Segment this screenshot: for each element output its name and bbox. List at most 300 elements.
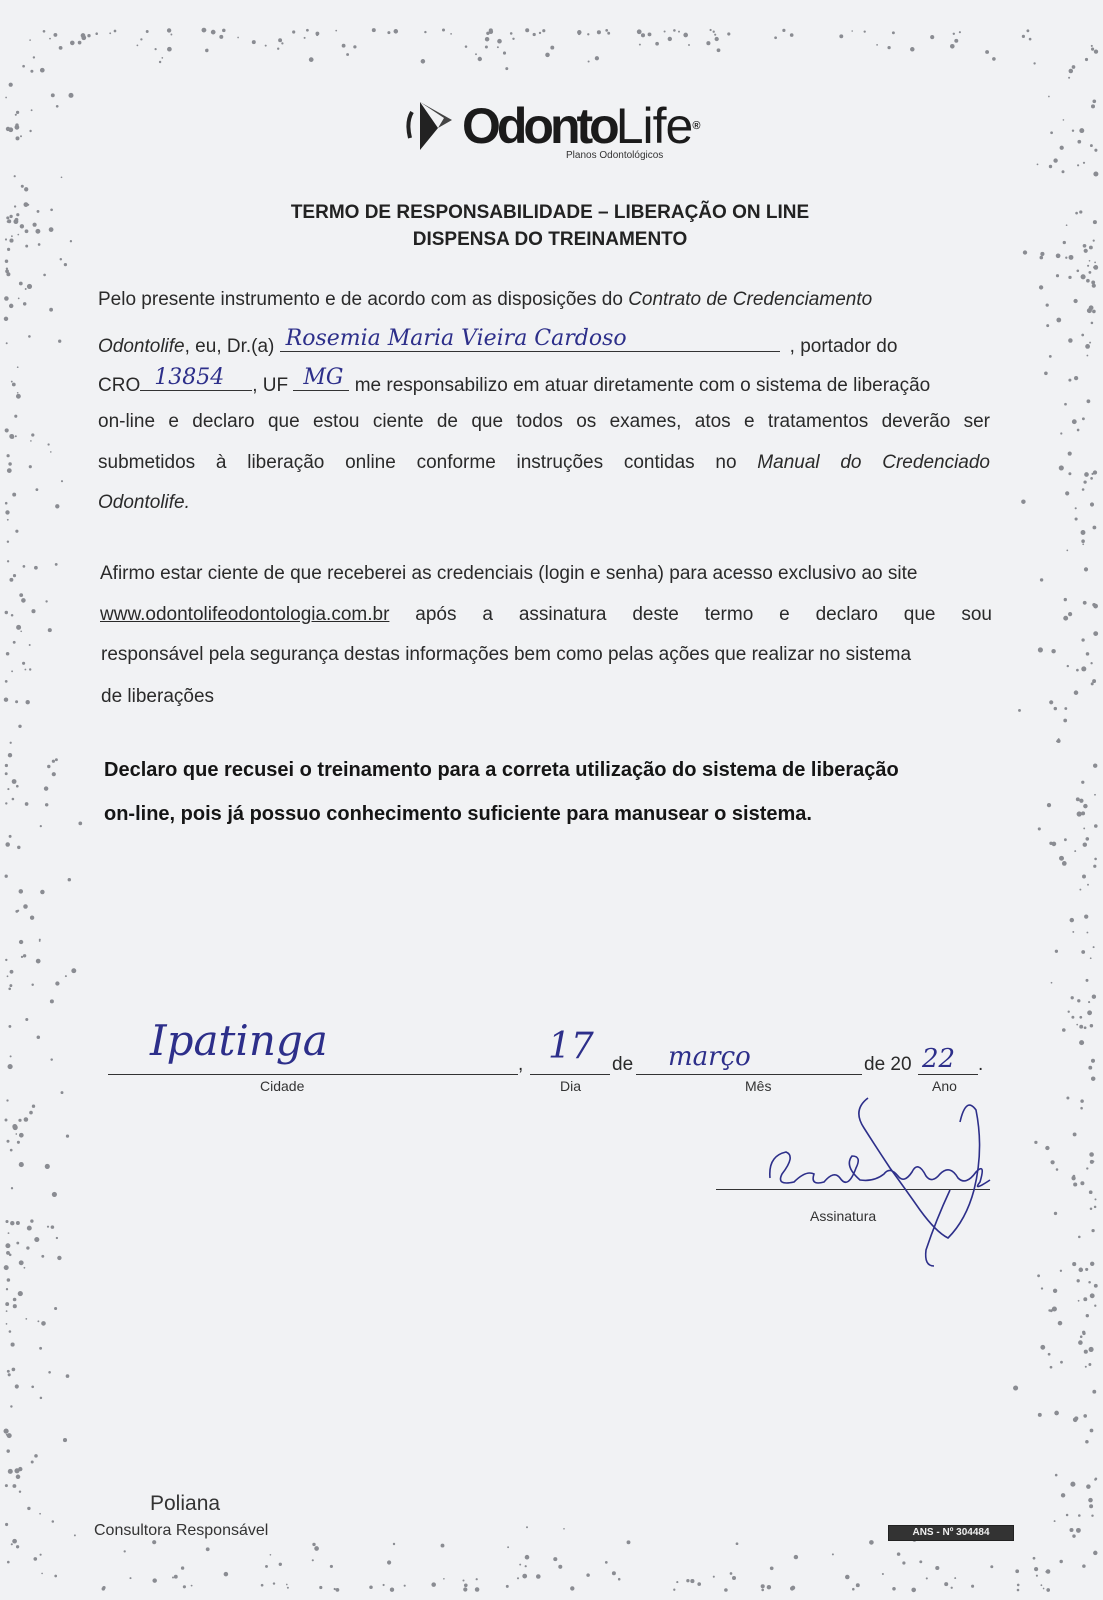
border-dot [1083,804,1087,808]
border-dot [1068,472,1071,475]
border-dot [1092,526,1096,530]
border-dot [20,224,24,228]
border-dot [1093,604,1098,609]
border-dot [32,223,36,227]
border-dot [951,1587,953,1589]
border-dot [1081,811,1085,815]
border-dot [40,1397,43,1400]
border-dot [497,39,502,44]
border-dot [23,302,26,305]
border-dot [1094,49,1098,53]
border-dot [265,1565,268,1568]
border-dot [1074,376,1078,380]
border-dot [506,1585,509,1588]
border-dot [839,34,843,38]
border-dot [1094,262,1096,264]
border-dot [790,33,794,37]
border-dot [315,32,319,36]
border-dot [1057,739,1061,743]
border-dot [24,1117,29,1122]
border-dot [475,1587,480,1592]
border-dot [1040,256,1044,260]
border-dot [167,47,172,52]
border-dot [25,1018,28,1021]
border-dot [5,611,8,614]
border-dot [13,1125,18,1130]
border-dot [29,465,32,468]
border-dot [5,680,8,683]
border-dot [1091,322,1094,325]
border-dot [6,1251,10,1255]
border-dot [1091,1229,1094,1232]
border-dot [4,296,9,301]
border-dot [31,983,33,985]
border-dot [715,37,719,41]
border-dot [1081,638,1084,641]
border-dot [6,342,8,344]
border-dot [954,1577,956,1579]
border-dot [1079,1268,1084,1273]
border-dot [1090,662,1092,664]
border-dot [1094,1478,1096,1480]
border-dot [1018,709,1021,712]
border-dot [170,34,172,36]
border-dot [47,1226,49,1228]
border-dot [992,57,996,61]
border-dot [9,578,13,582]
border-dot [1079,1025,1083,1029]
border-dot [68,878,71,881]
border-dot [618,1578,621,1581]
border-dot [37,1320,39,1322]
border-dot [11,670,13,672]
border-dot [31,1461,34,1464]
border-dot [24,202,29,207]
border-dot [6,1323,8,1325]
p2-line4: de liberações [101,686,215,707]
border-dot [1081,539,1085,543]
border-dot [1040,578,1043,581]
border-dot [443,1578,445,1580]
border-dot [1090,1293,1095,1298]
border-dot [8,1064,13,1069]
border-dot [16,785,19,788]
border-dot [485,37,490,42]
border-dot [627,1540,631,1544]
border-dot [124,1550,126,1552]
border-dot [1073,1175,1076,1178]
border-dot [7,1561,10,1564]
border-dot [78,41,82,45]
border-dot [394,29,399,34]
border-dot [713,1576,715,1578]
border-dot [15,123,18,126]
border-dot [1050,1366,1053,1369]
border-dot [277,48,279,50]
border-dot [19,593,23,597]
border-dot [1089,342,1091,344]
border-dot [29,1111,33,1115]
cro-field: 13854 [140,370,252,391]
border-dot [1033,1557,1036,1560]
border-dot [1062,170,1065,173]
border-dot [279,1563,282,1566]
border-dot [1043,1588,1045,1590]
border-dot [369,1585,373,1589]
border-dot [40,68,45,73]
border-dot [1084,249,1088,253]
border-dot [1048,96,1050,98]
border-dot [1071,1016,1074,1019]
border-dot [533,33,536,36]
border-dot [58,340,61,343]
border-dot [476,1578,478,1580]
border-dot [21,185,24,188]
border-dot [43,30,46,33]
border-dot [944,1582,948,1586]
border-dot [1093,265,1098,270]
border-dot [1083,162,1085,164]
border-dot [724,1588,728,1592]
border-dot [335,30,337,32]
border-dot [17,392,19,394]
border-dot [10,742,12,744]
border-dot [14,205,16,207]
border-dot [489,30,493,34]
border-dot [10,970,14,974]
border-dot [864,30,866,32]
border-dot [1056,1168,1059,1171]
border-dot [19,889,24,894]
border-dot [1072,931,1074,933]
border-dot [1089,1347,1094,1352]
border-dot [655,42,659,46]
border-dot [577,30,581,34]
border-dot [505,67,508,70]
border-dot [1078,1300,1080,1302]
border-dot [5,1220,8,1223]
border-dot [372,28,376,32]
border-dot [1090,477,1093,480]
border-dot [40,890,44,894]
border-dot [1088,1281,1091,1284]
border-dot [34,566,38,570]
border-dot [882,1573,884,1575]
border-dot [1078,1236,1081,1239]
border-dot [441,1544,445,1548]
border-dot [9,83,13,87]
name-field: Rosemia Maria Vieira Cardoso [280,331,780,352]
border-dot [30,1219,33,1222]
border-dot [761,1584,765,1588]
border-dot [1090,1207,1093,1210]
border-dot [1085,58,1088,61]
border-dot [35,488,38,491]
border-dot [1054,1212,1057,1215]
border-dot [49,38,51,40]
border-dot [1070,1482,1075,1487]
border-dot [1093,171,1098,176]
border-dot [794,1555,798,1559]
border-dot [558,1565,562,1569]
border-dot [25,288,27,290]
border-dot [33,56,35,58]
border-dot [504,51,506,53]
border-dot [55,981,59,985]
border-dot [281,42,283,44]
border-dot [1036,1575,1038,1577]
border-dot [1049,165,1052,168]
border-dot [761,1589,764,1592]
border-dot [390,1588,394,1592]
border-dot [959,31,961,33]
border-dot [50,208,53,211]
website-link[interactable]: www.odontolifeodontologia.com.br [100,604,390,625]
border-dot [1088,1066,1092,1070]
border-dot [1087,308,1092,313]
border-dot [1089,305,1094,310]
border-dot [61,480,63,482]
border-dot [1092,679,1096,683]
border-dot [1056,274,1059,277]
border-dot [1054,1520,1056,1522]
border-dot [612,1571,616,1575]
border-dot [1048,1353,1051,1356]
p2-line1: Afirmo estar ciente de que receberei as credenciais (login e senha) para acesso exclusivo ao site [100,563,918,584]
border-dot [102,1587,105,1590]
border-dot [1090,144,1093,147]
border-dot [13,1304,17,1308]
border-dot [1091,48,1094,51]
border-dot [990,1565,993,1568]
border-dot [17,846,20,849]
border-dot [525,1555,530,1560]
border-dot [24,669,26,671]
border-dot [7,540,9,542]
border-dot [1085,1268,1088,1271]
ans-badge: ANS - Nº 304484 [888,1525,1014,1541]
border-dot [10,1149,13,1152]
border-dot [16,1475,21,1480]
border-dot [1095,1478,1098,1481]
border-dot [219,35,223,39]
border-dot [29,668,31,670]
comma: , [518,1054,524,1075]
border-dot [1047,803,1051,807]
border-dot [49,227,54,232]
border-dot [510,32,513,35]
border-dot [18,1119,21,1122]
border-dot [1079,1040,1084,1045]
border-dot [1075,507,1077,509]
border-dot [887,46,890,49]
border-dot [5,802,7,804]
border-dot [1060,146,1064,150]
border-dot [39,1347,42,1350]
border-dot [1064,838,1067,841]
border-dot [730,1572,733,1575]
border-dot [1087,265,1089,267]
day-label: Dia [560,1078,582,1094]
border-dot [1048,1309,1050,1311]
border-dot [1093,220,1097,224]
logo-word: OdontoLife® [462,98,701,154]
border-dot [15,910,18,913]
city-handwritten: Ipatinga [150,1016,328,1065]
month-label: Mês [745,1078,772,1094]
border-dot [1064,598,1067,601]
border-dot [312,1559,314,1561]
border-dot [61,176,63,178]
border-dot [1077,999,1080,1002]
border-dot [1087,884,1089,886]
border-dot [1061,1493,1065,1497]
border-dot [30,440,32,442]
border-dot [1045,1571,1047,1573]
border-dot [70,240,72,242]
border-dot [17,366,19,368]
p3-line1: Declaro que recusei o treinamento para a correta utilização do sistema de liberação [104,759,899,781]
border-dot [1093,240,1095,242]
border-dot [519,1564,521,1566]
border-dot [1089,1190,1093,1194]
border-dot [1093,631,1098,636]
border-dot [6,267,8,269]
border-dot [1051,982,1053,984]
border-dot [270,1554,272,1556]
border-dot [36,959,41,964]
border-dot [5,1119,8,1122]
border-dot [4,697,8,701]
border-dot [1069,69,1074,74]
logo-subtitle: Planos Odontológicos [566,150,664,161]
border-dot [319,1586,322,1589]
border-dot [26,700,30,704]
border-dot [11,1187,13,1189]
border-dot [51,93,55,97]
border-dot [5,269,9,273]
border-dot [1013,1385,1018,1390]
border-dot [8,1373,11,1376]
border-dot [81,35,86,40]
border-dot [1089,1152,1094,1157]
border-dot [919,1560,922,1563]
border-dot [1079,889,1081,891]
border-dot [1017,1589,1020,1592]
border-dot [11,435,15,439]
document-subtitle: DISPENSA DO TREINAMENTO [412,229,688,250]
border-dot [852,1588,855,1591]
border-dot [869,1540,874,1545]
border-dot [6,1288,8,1290]
border-dot [1092,603,1096,607]
border-dot [59,46,63,50]
border-dot [1068,612,1072,616]
border-dot [30,916,34,920]
border-dot [1064,403,1067,406]
border-dot [7,560,9,562]
border-dot [1083,244,1087,248]
border-dot [1088,1001,1090,1003]
border-dot [383,1584,385,1586]
border-dot [714,34,716,36]
border-dot [1088,271,1091,274]
border-dot [342,44,346,48]
border-dot [33,1557,37,1561]
border-dot [1037,1274,1040,1277]
border-dot [1079,799,1083,803]
border-dot [1090,1160,1094,1164]
border-dot [39,939,41,941]
border-dot [16,1545,19,1548]
border-dot [9,1330,12,1333]
border-dot [27,1507,30,1510]
border-dot [6,1099,8,1101]
border-dot [19,282,23,286]
border-dot [14,175,16,177]
border-dot [1094,1198,1096,1200]
de-1: de [612,1054,634,1075]
border-dot [56,1237,58,1239]
border-dot [15,700,18,703]
p1-line3: CRO 13854 , UF MG me responsabilizo em atuar diretamente com o sistema de liberação [98,365,931,396]
border-dot [25,245,28,248]
border-dot [18,725,21,728]
border-dot [1080,1107,1083,1110]
border-dot [464,1583,468,1587]
border-dot [1082,875,1086,879]
border-dot [16,213,19,216]
border-dot [676,1581,678,1583]
border-dot [1084,1026,1087,1029]
border-dot [1083,1414,1087,1418]
border-dot [1058,1321,1063,1326]
border-dot [1086,1314,1089,1317]
border-dot [1085,344,1090,349]
border-dot [12,779,17,784]
border-dot [7,468,12,473]
border-dot [55,563,58,566]
border-dot [21,956,23,958]
border-dot [7,1433,12,1438]
border-dot [7,248,10,251]
border-dot [206,49,208,51]
border-dot [1082,417,1085,420]
border-dot [181,1566,184,1569]
border-dot [387,1560,391,1564]
border-dot [13,641,16,644]
border-dot [7,1370,10,1373]
border-dot [1076,269,1079,272]
border-dot [902,1561,905,1564]
border-dot [16,1221,20,1225]
border-dot [5,1523,8,1526]
border-dot [1089,1504,1093,1508]
border-dot [1093,946,1095,948]
border-dot [13,574,16,577]
border-dot [51,1225,55,1229]
border-dot [1045,1146,1049,1150]
border-dot [1059,856,1064,861]
border-dot [18,1291,23,1296]
border-dot [38,243,41,246]
border-dot [1052,842,1057,847]
border-dot [10,1405,12,1407]
border-dot [475,53,477,55]
border-dot [55,504,59,508]
border-dot [1066,224,1068,226]
border-dot [23,565,26,568]
